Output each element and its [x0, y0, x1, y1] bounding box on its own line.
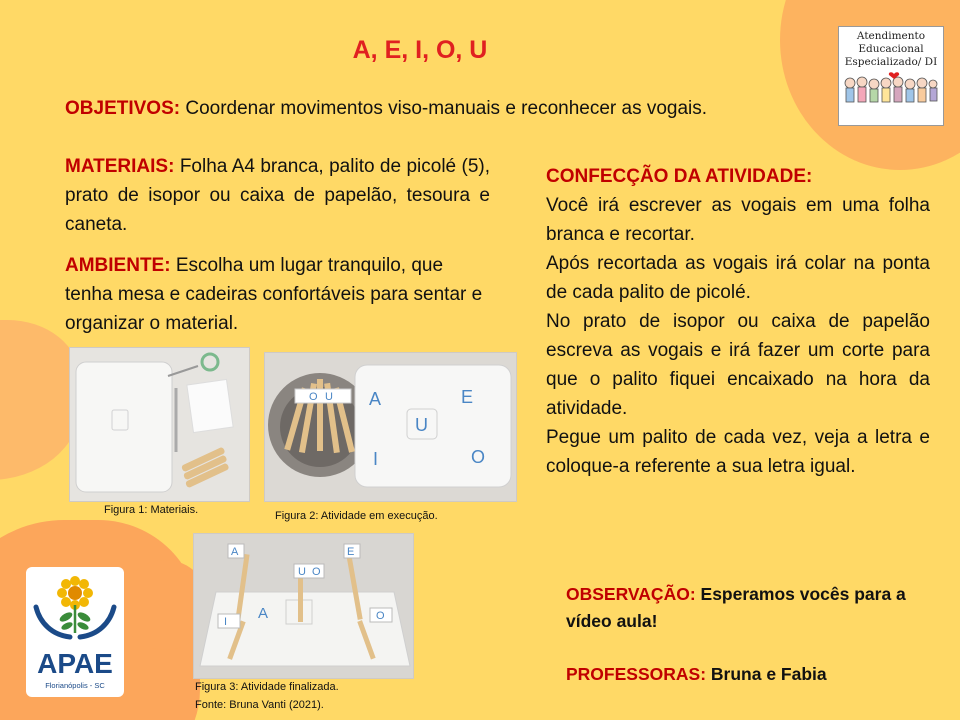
photo-letter-o: O — [312, 566, 321, 578]
figure-2-photo — [264, 352, 517, 502]
apae-logo-text: APAE — [37, 648, 113, 679]
photo-letter-a: A — [231, 546, 239, 558]
photo-letter-u: U — [298, 566, 306, 578]
objetivos-paragraph — [65, 94, 805, 123]
photo-letter-a: A — [258, 605, 269, 622]
objetivos-label: OBJETIVOS: — [65, 98, 181, 119]
objetivos-text: Coordenar movimentos viso-manuais e reconhecer as vogais. — [185, 98, 708, 119]
photo-letter-i: I — [373, 449, 379, 469]
materiais-label: MATERIAIS: — [65, 156, 175, 177]
children-drawing-icon — [842, 71, 940, 115]
professoras-text: Bruna e Fabia — [710, 664, 827, 684]
apae-logo-city: Florianópolis - SC — [45, 681, 105, 690]
observacao-paragraph — [566, 581, 906, 635]
confeccao-paragraph: Após recortada as vogais irá colar na ponta de cada palito de picolé. — [546, 253, 930, 303]
figure-source: Fonte: Bruna Vanti (2021). — [195, 699, 324, 711]
confeccao-label: CONFECÇÃO DA ATIVIDADE: — [546, 166, 813, 187]
professoras-paragraph — [566, 660, 926, 689]
confeccao-paragraph: Você irá escrever as vogais em uma folha branca e recortar. — [546, 195, 930, 245]
observacao-label: OBSERVAÇÃO: — [566, 584, 696, 604]
photo-letter-e: E — [347, 546, 355, 558]
ambiente-text: Escolha um lugar tranquilo, que tenha mesa e cadeiras confortáveis para sentar e organizar o material. — [65, 255, 483, 334]
ambiente-paragraph — [65, 251, 495, 338]
figure-3-caption: Figura 3: Atividade finalizada. — [195, 681, 339, 693]
professoras-label: PROFESSORAS: — [566, 664, 707, 684]
figure-2-caption: Figura 2: Atividade em execução. — [275, 510, 438, 522]
photo-letter-u: U — [325, 391, 333, 403]
decor-blob-left — [0, 320, 80, 480]
finished-activity-photo-drawing — [194, 534, 413, 678]
photo-letter-o: O — [376, 610, 385, 622]
badge-line-3: Especializado/ DI — [844, 56, 938, 68]
confeccao-section — [546, 162, 930, 481]
photo-letter-u: U — [415, 415, 428, 435]
aee-badge — [838, 26, 944, 126]
observacao-text: Esperamos vocês para a vídeo aula! — [566, 584, 906, 631]
photo-letter-e: E — [461, 387, 474, 407]
figure-1-caption: Figura 1: Materiais. — [104, 504, 199, 516]
confeccao-paragraph: No prato de isopor ou caixa de papelão escreva as vogais e irá fazer um corte para que o palito fiquei encaixado na hora da atividade. — [546, 311, 930, 419]
ambiente-label: AMBIENTE: — [65, 255, 171, 276]
figure-3-photo — [193, 533, 414, 679]
activity-photo-drawing — [265, 353, 516, 501]
photo-letter-o: O — [471, 447, 486, 467]
badge-line-2: Educacional — [858, 43, 924, 55]
photo-letter-o: O — [309, 391, 318, 403]
figure-1-photo — [69, 347, 250, 502]
page-title: A, E, I, O, U — [352, 36, 488, 64]
photo-letter-i: I — [224, 616, 228, 628]
materials-photo-drawing — [70, 348, 249, 501]
confeccao-paragraph: Pegue um palito de cada vez, veja a letra e coloque-a referente a sua letra igual. — [546, 427, 930, 477]
materiais-paragraph — [65, 152, 490, 239]
apae-logo — [26, 567, 124, 697]
badge-line-1: Atendimento — [856, 30, 926, 42]
photo-letter-a: A — [369, 389, 382, 409]
apae-flower-hands-icon — [26, 567, 124, 649]
materiais-text: Folha A4 branca, palito de picolé (5), prato de isopor ou caixa de papelão, tesoura e caneta. — [65, 156, 491, 235]
